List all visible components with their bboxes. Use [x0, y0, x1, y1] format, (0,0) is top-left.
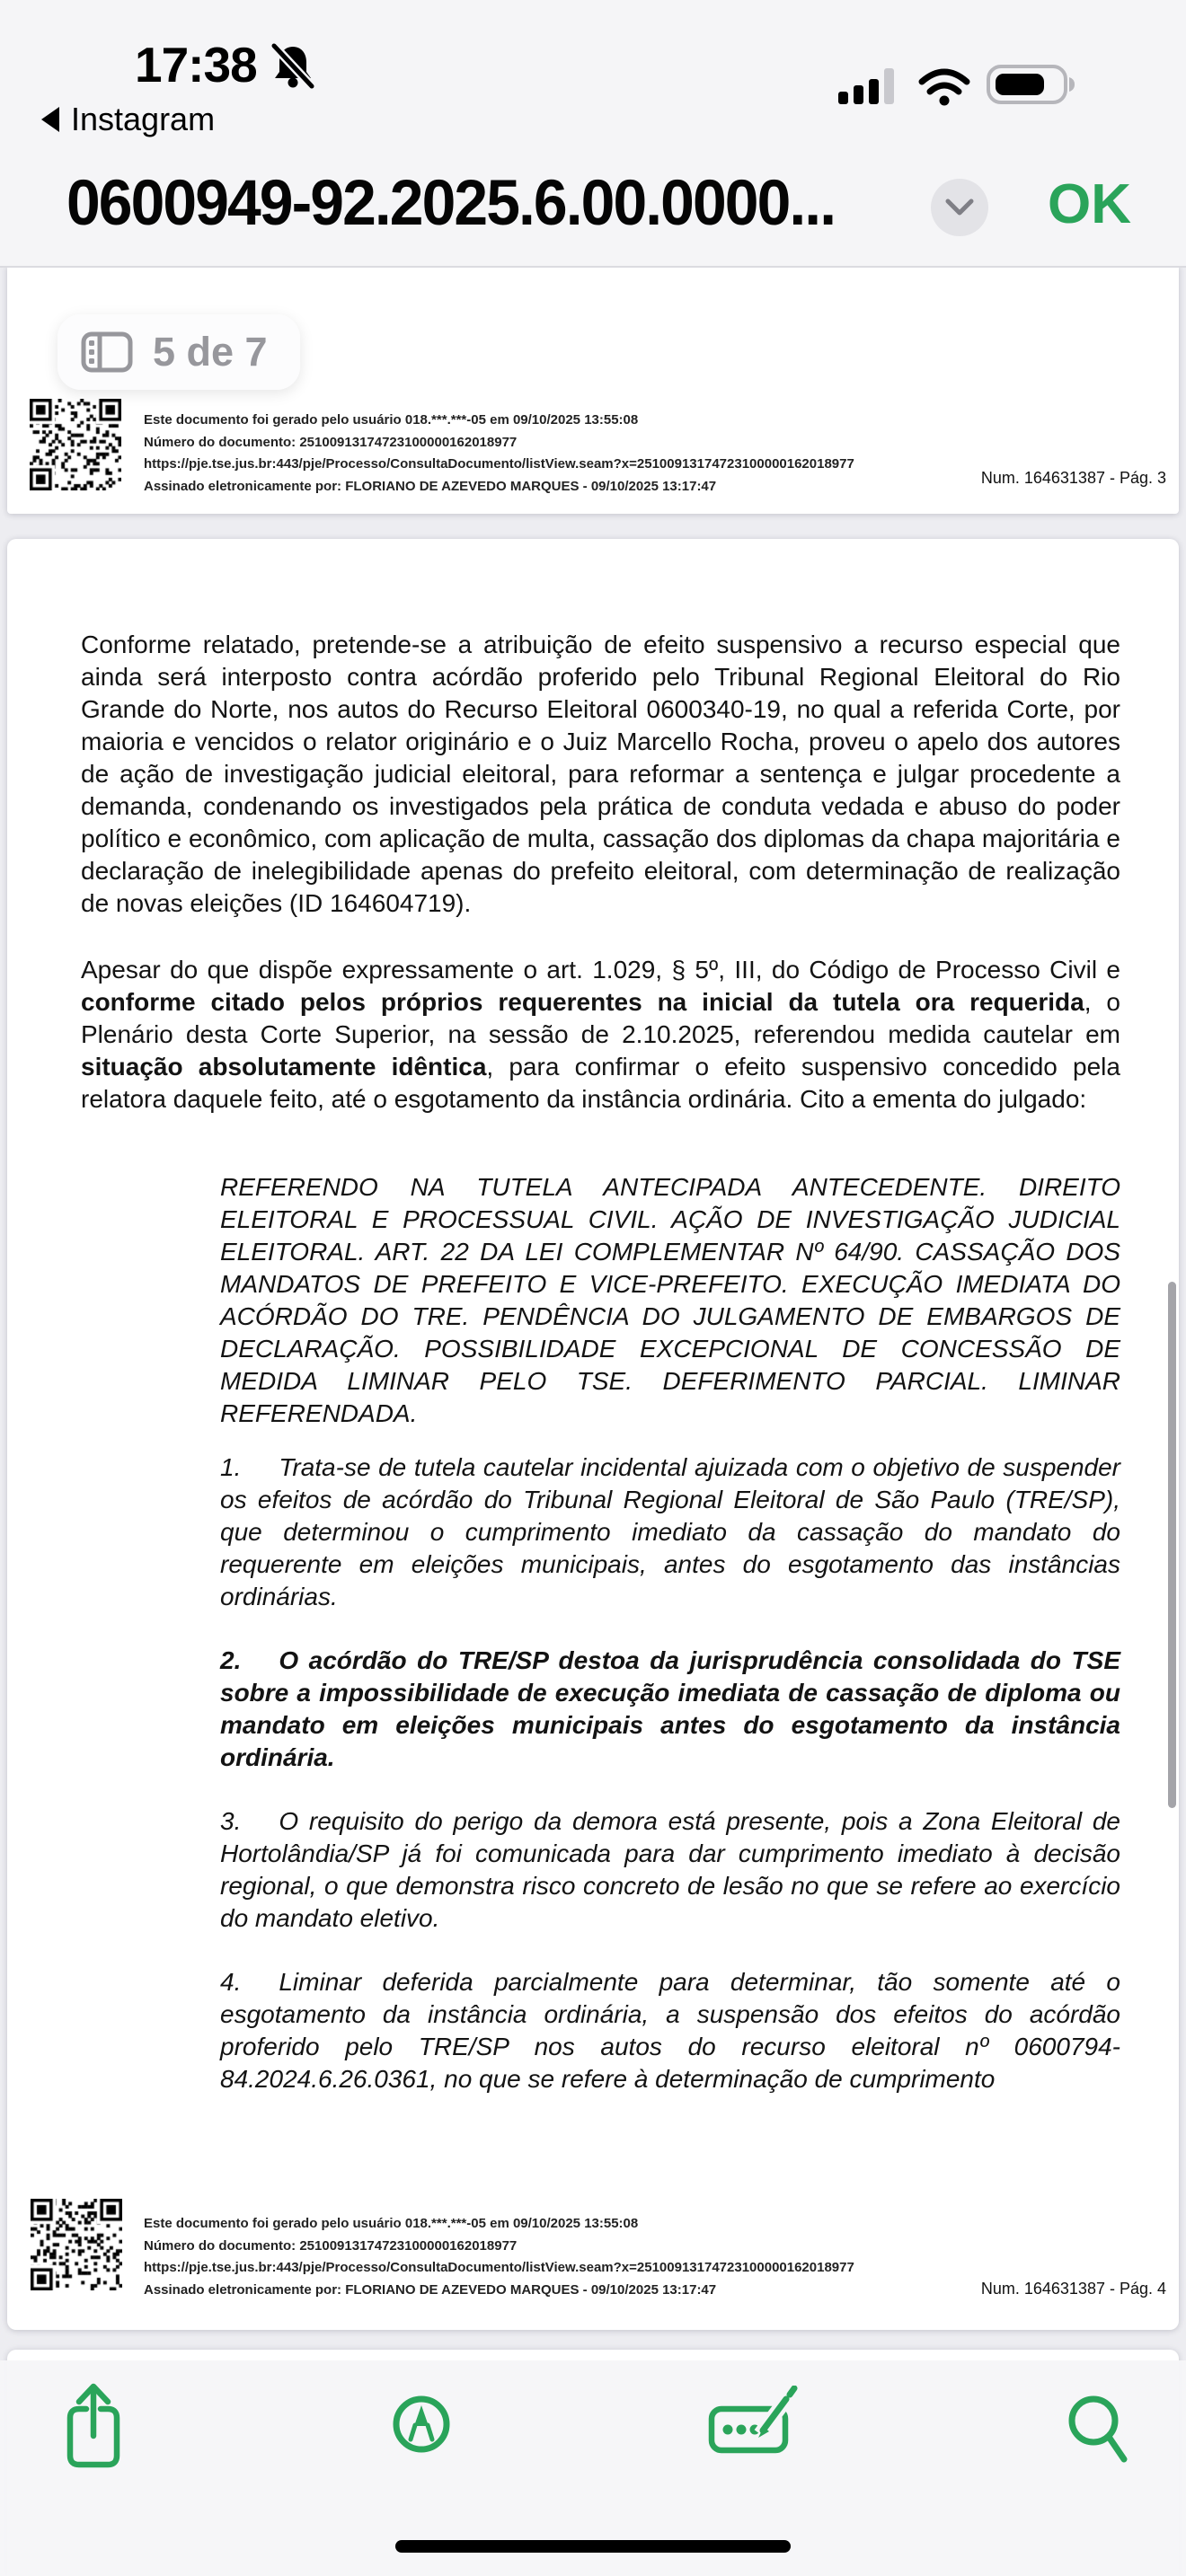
- page-number-label: Num. 164631387 - Pág. 3: [980, 469, 1166, 487]
- quote-item-text: Trata-se de tutela cautelar incidental ajuizada com o objetivo de suspender os efeitos de acórdão do Tribunal Regional Eleitoral de São Paulo (TRE/SP), que determinou o cumprimento imediato da cassação do mandato do requerente em eleições municipais, antes do esgotamento das instâncias ordinárias.: [220, 1453, 1120, 1610]
- back-to-app[interactable]: [41, 101, 215, 138]
- stamp-line: Assinado eletronicamente por: FLORIANO DE AZEVEDO MARQUES - 09/10/2025 13:17:47: [144, 2281, 717, 2298]
- stamp-line: Este documento foi gerado pelo usuário 018.***.***-05 em 09/10/2025 13:55:08: [144, 412, 639, 428]
- page-number-label: Num. 164631387 - Pág. 4: [980, 2280, 1166, 2298]
- battery-icon: [987, 64, 1076, 105]
- quote-item: [220, 1451, 1120, 1613]
- stamp-line: Este documento foi gerado pelo usuário 018.***.***-05 em 09/10/2025 13:55:08: [144, 2216, 639, 2231]
- back-triangle-icon: [41, 107, 59, 132]
- quote-item-number: 2.: [220, 1646, 242, 1674]
- stamp-line: https://pje.tse.jus.br:443/pje/Processo/ConsultaDocumento/listView.seam?x=25100913174723100000162018977: [144, 456, 854, 472]
- quote-items: [220, 1451, 1120, 2095]
- stamp-line: Assinado eletronicamente por: FLORIANO DE AZEVEDO MARQUES - 09/10/2025 13:17:47: [144, 478, 717, 494]
- quote-item: [220, 1645, 1120, 1774]
- stamp-line: Número do documento: 25100913174723100000162018977: [144, 434, 518, 450]
- page-3-bottom: [7, 266, 1179, 514]
- quote-item: [220, 1966, 1120, 2095]
- document-title[interactable]: 0600949-92.2025.6.00.0000...: [66, 168, 836, 239]
- markup-button[interactable]: [392, 2395, 451, 2457]
- back-app-label: Instagram: [71, 101, 216, 137]
- qr-code: [30, 399, 121, 490]
- paragraph-2: Apesar do que dispõe expressamente o art. 1.029, § 5º, III, do Código de Processo Civil e conforme citado pelos próprios requerentes na inicial da tutela ora requerida, o Plenário desta Corte Superior, na sessão de 2.10.2025, referendou medida cautelar em situação absolutamente idêntica, para confirmar o efeito suspensivo concedido pela relatora daquele feito, até o esgotamento da instância ordinária. Cito a ementa do julgado:: [81, 956, 1120, 1113]
- wifi-icon: [917, 66, 971, 106]
- home-indicator[interactable]: [395, 2540, 791, 2553]
- scrollbar[interactable]: [1168, 1282, 1176, 1808]
- stamp-line: Número do documento: 25100913174723100000162018977: [144, 2237, 518, 2254]
- quote-item-text: O requisito do perigo da demora está presente, pois a Zona Eleitoral de Hortolândia/SP já foi comunicada para dar cumprimento imediato à decisão regional, o que demonstra risco concreto de lesão no que se refere ao exercício do mandato eletivo.: [220, 1807, 1120, 1932]
- bell-slash-icon: [270, 43, 316, 90]
- quote-item-text: Liminar deferida parcialmente para determinar, tão somente até o esgotamento da instância ordinária, a suspensão dos efeitos do acórdão proferido pelo TRE/SP nos autos do recurso eleitoral nº 0600794-84.2024.6.26.0361, no que se refere à determinação de cumprimento: [220, 1968, 1120, 2093]
- quote-item: [220, 1805, 1120, 1935]
- page-thumbnails-icon: [81, 331, 133, 373]
- search-button[interactable]: [1067, 2395, 1128, 2469]
- page-indicator-label: 5 de 7: [153, 329, 268, 375]
- quote-ementa: REFERENDO NA TUTELA ANTECIPADA ANTECEDENTE. DIREITO ELEITORAL E PROCESSUAL CIVIL. AÇÃO DE INVESTIGAÇÃO JUDICIAL ELEITORAL. ART. 22 DA LEI COMPLEMENTAR Nº 64/90. CASSAÇÃO DOS MANDATOS DE PREFEITO E VICE-PREFEITO. EXECUÇÃO IMEDIATA DO ACÓRDÃO DO TRE. PENDÊNCIA DO JULGAMENTO DE EMBARGOS DE DECLARAÇÃO. POSSIBILIDADE EXCEPCIONAL DE CONCESSÃO DE MEDIDA LIMINAR PELO TSE. DEFERIMENTO PARCIAL. LIMINAR REFERENDADA.: [220, 1173, 1120, 1427]
- markup-icon: [392, 2395, 451, 2454]
- paragraph-1: Conforme relatado, pretende-se a atribuição de efeito suspensivo a recurso especial que ainda será interposto contra acórdão proferido pelo Tribunal Regional Eleitoral do Rio Grande do Norte, nos autos do Recurso Eleitoral 0600340-19, no qual a referida Corte, por maioria e vencidos o relator originário e o Juiz Marcello Rocha, proveu o apelo dos autores de ação de investigação judicial eleitoral, para reformar a sentença e julgar procedente a demanda, condenando os investigados pela prática de conduta vedada e abuso do poder político e econômico, com aplicação de multa, cassação dos diplomas da chapa majoritária e declaração de inelegibilidade apenas do prefeito eleitoral, com determinação de realização de novas eleições (ID 164604719).: [81, 631, 1120, 917]
- page-4: [7, 539, 1179, 2330]
- fill-sign-icon: [708, 2386, 801, 2454]
- cellular-signal-icon: [838, 65, 898, 104]
- page-indicator-badge[interactable]: [58, 314, 300, 390]
- document-stamp: [144, 410, 1051, 498]
- stamp-line: https://pje.tse.jus.br:443/pje/Processo/ConsultaDocumento/listView.seam?x=25100913174723100000162018977: [144, 2260, 854, 2276]
- search-icon: [1067, 2395, 1128, 2466]
- status-time: 17:38: [135, 37, 257, 93]
- fill-and-sign-button[interactable]: [708, 2386, 801, 2457]
- quote-item-text: O acórdão do TRE/SP destoa da jurisprudência consolidada do TSE sobre a impossibilidade de execução imediata de cassação de diploma ou mandato em eleições municipais antes do esgotamento da instância ordinária.: [220, 1646, 1120, 1771]
- share-icon: [63, 2380, 124, 2468]
- quote-item-number: 3.: [220, 1807, 242, 1835]
- qr-code: [31, 2199, 122, 2290]
- chevron-down-icon: [944, 198, 975, 217]
- share-button[interactable]: [63, 2380, 124, 2471]
- ok-button[interactable]: OK: [1048, 173, 1131, 235]
- top-chrome: [0, 0, 1186, 268]
- document-stamp: [144, 2213, 1051, 2301]
- quote-item-number: 4.: [220, 1968, 242, 1996]
- quote-item-number: 1.: [220, 1453, 242, 1481]
- title-dropdown-button[interactable]: [931, 179, 988, 236]
